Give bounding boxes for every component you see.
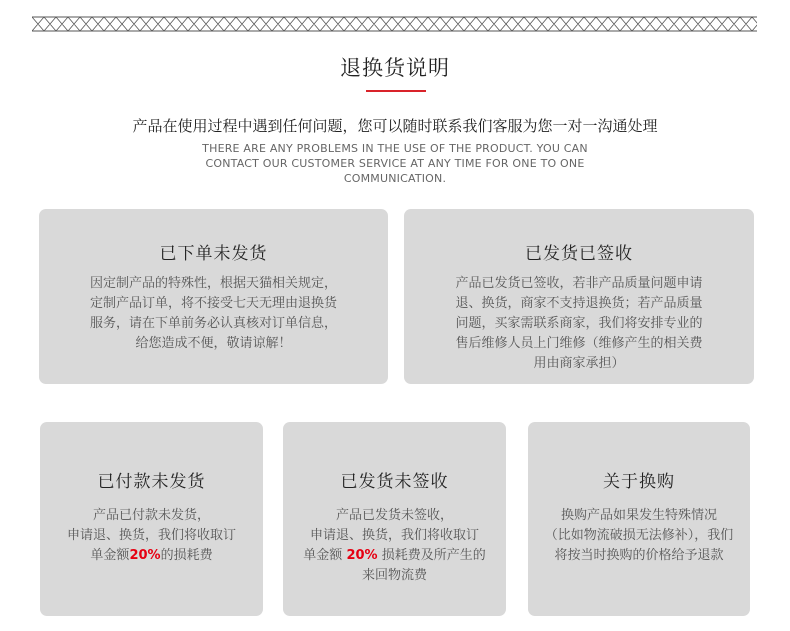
policy-card-ordered-not-shipped	[39, 209, 388, 384]
card-body	[40, 506, 263, 566]
card-title: 已付款未发货	[97, 472, 206, 492]
card-body: 换购产品如果发生特殊情况 （比如物流破损无法修补），我们 将按当时换购的价格给予退款	[544, 508, 734, 563]
policy-card-shipped-not-received	[283, 422, 506, 616]
card-title: 关于换购	[603, 472, 675, 492]
card-body-text: 产品已发货未签收， 申请退、换货，我们将收取订 单金额	[303, 508, 479, 563]
title-underline	[366, 90, 426, 92]
fee-percentage: 20%	[129, 548, 161, 563]
intro-text-cn: 产品在使用过程中遇到任何问题，您可以随时联系我们客服为您一对一沟通处理	[132, 117, 658, 135]
decorative-border-pattern	[32, 15, 757, 33]
card-title: 已下单未发货	[159, 244, 268, 264]
policy-card-exchange	[528, 422, 750, 616]
page-title: 退换货说明	[340, 56, 450, 80]
card-body: 产品已发货已签收，若非产品质量问题申请 退、换货，商家不支持退换货；若产品质量 问题，买家需联系商家，我们将安排专业的 售后维修人员上门维修（维修产生的相关费 用由商家承担）	[455, 276, 703, 371]
card-title: 已发货已签收	[525, 244, 633, 264]
card-body-text: 产品已付款未发货， 申请退、换货，我们将收取订 单金额	[66, 508, 236, 563]
card-body-text: 损耗费及所产生的 来回物流费	[361, 548, 486, 583]
card-body	[283, 506, 506, 586]
card-body-text: 的损耗费	[160, 548, 213, 563]
fee-percentage: 20%	[346, 548, 378, 563]
card-title: 已发货未签收	[340, 472, 449, 492]
policy-card-paid-not-shipped	[40, 422, 263, 616]
policy-card-shipped-received	[404, 209, 754, 384]
card-body: 因定制产品的特殊性，根据天猫相关规定， 定制产品订单，将不接受七天无理由退换货 服务，请在下单前务必认真核对订单信息， 给您造成不便，敬请谅解！	[89, 276, 337, 351]
intro-text-en: THERE ARE ANY PROBLEMS IN THE USE OF THE PRODUCT. YOU CAN CONTACT OUR CUSTOMER SERVICE AT ANY TIME FOR ONE TO ONE COMMUNICATION.	[202, 142, 588, 185]
